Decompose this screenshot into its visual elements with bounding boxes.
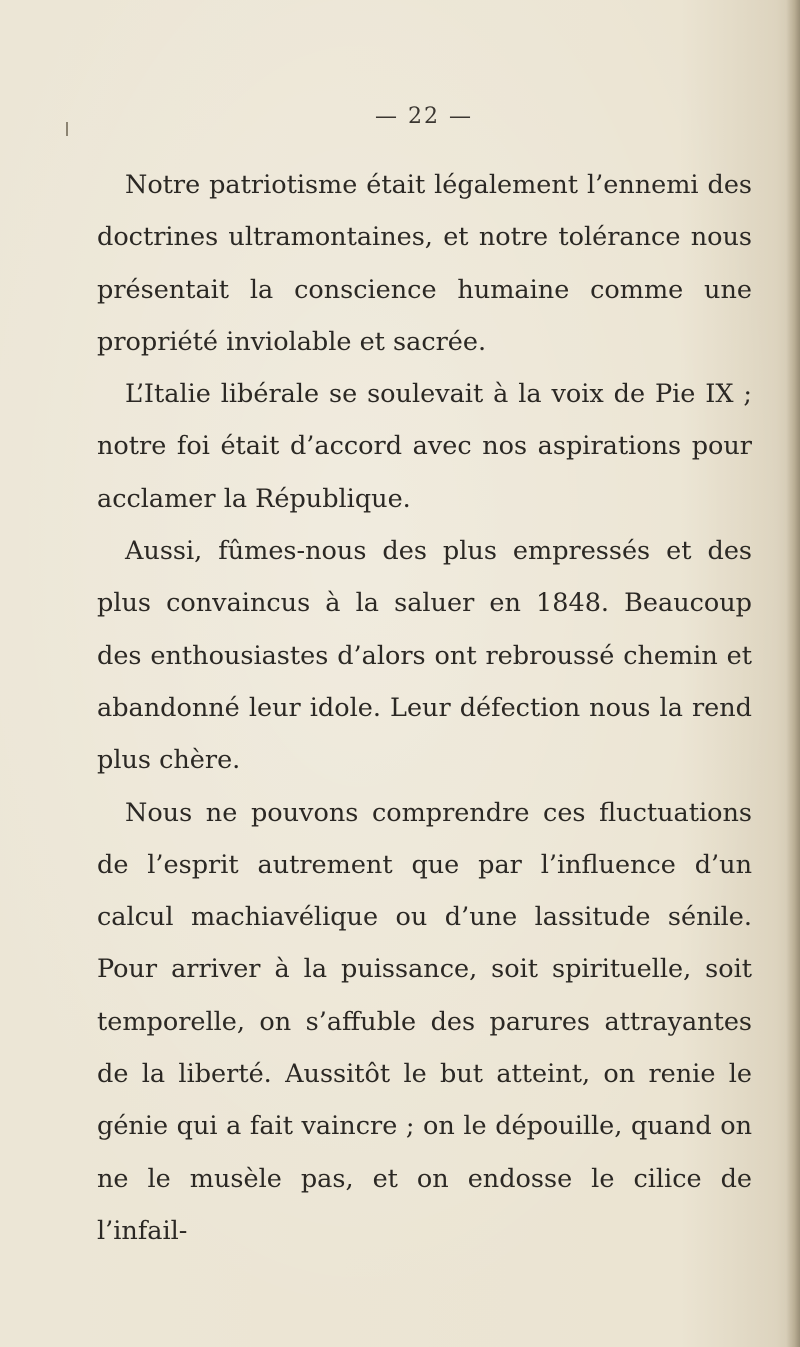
paragraph-4: Nous ne pouvons comprendre ces fluctuations de l’esprit autrement que par l’influence d’un calcul machiavélique ou d’une lassitude sénile. Pour arriver à la puissance, soit spirituelle, soit temporelle, on s’affuble des parures attrayantes de la liberté. Aussitôt le but atteint, on renie le génie qui a fait vaincre ; on le dépouille, quand on ne le musèle pas, et on endosse le cilice de l’infail- [97, 797, 752, 1246]
page-edge-shadow [786, 0, 800, 1347]
paragraph-1: Notre patriotisme était légalement l’ennemi des doctrines ultramontaines, et notre tolérance nous présentait la conscience humaine comme une propriété inviolable et sacrée. [97, 170, 752, 357]
body-text [97, 159, 752, 1257]
page-number: — 22 — [375, 104, 473, 129]
paragraph-2: L’Italie libérale se soulevait à la voix de Pie IX ; notre foi était d’accord avec nos aspirations pour acclamer la République. [97, 379, 752, 514]
paragraph-3: Aussi, fûmes-nous des plus empressés et des plus convaincus à la saluer en 1848. Beaucoup des enthousiastes d’alors ont rebroussé chemin et abandonné leur idole. Leur défection nous la rend plus chère. [97, 536, 752, 776]
